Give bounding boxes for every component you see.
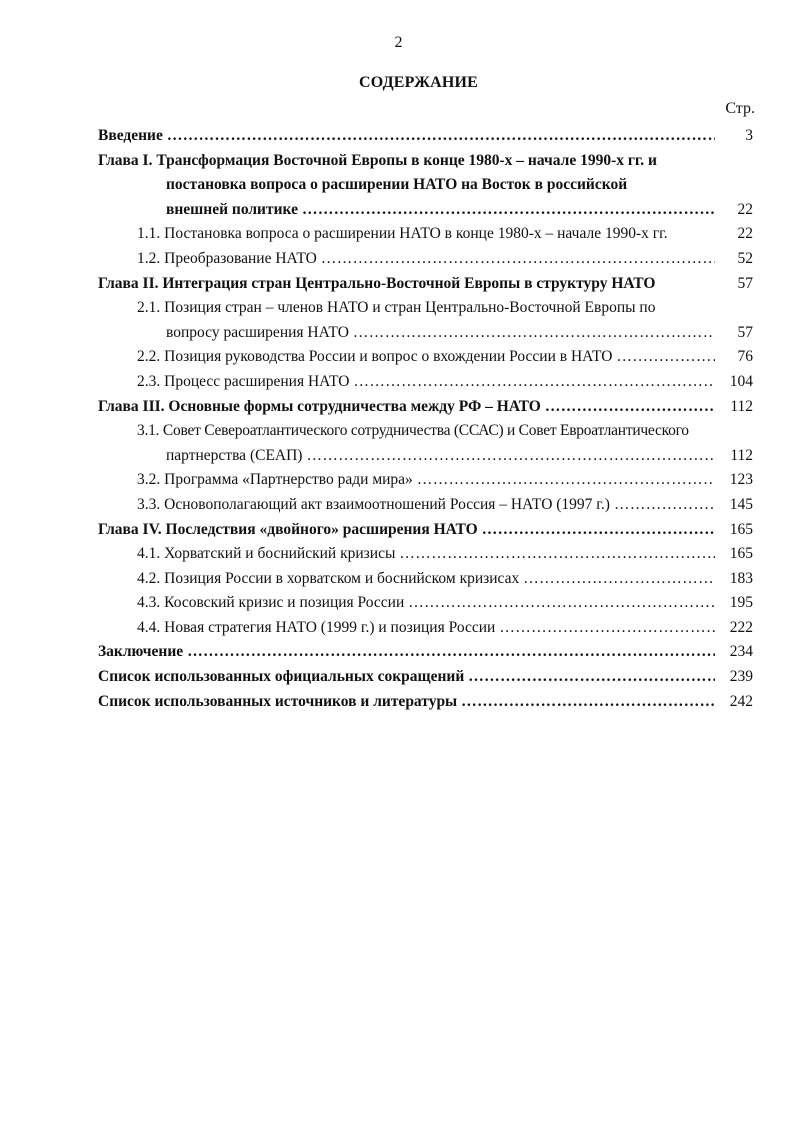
toc-entry-page: 3	[745, 127, 753, 144]
toc-entry-conclusion[interactable]	[98, 640, 753, 665]
toc-entry-section-3-3[interactable]	[98, 493, 753, 518]
toc-entry-chapter-4[interactable]	[98, 518, 753, 543]
toc-entry-page: 183	[729, 569, 753, 587]
toc-entry-title: Глава IV. Последствия «двойного» расширения НАТО	[98, 520, 478, 538]
toc-entry-section-2-3[interactable]	[98, 370, 753, 395]
toc-entry-chapter-2[interactable]	[98, 272, 753, 297]
toc-entry-page: 123	[729, 471, 753, 489]
toc-entry-page: 112	[730, 397, 753, 415]
toc-entry-page: 165	[729, 545, 753, 563]
toc-entry-section-1-2[interactable]	[98, 247, 753, 272]
toc-entry-title: 4.2. Позиция России в хорватском и боснийском кризисах	[137, 569, 520, 587]
toc-entry-title: 2.3. Процесс расширения НАТО	[137, 372, 350, 390]
toc-entry-title-line: 2.1. Позиция стран – членов НАТО и стран Центрально-Восточной Европы по	[137, 299, 656, 317]
leader-dots	[302, 198, 715, 223]
toc-entry-title: Глава III. Основные формы сотрудничества между РФ – НАТО	[98, 397, 541, 415]
leader-dots	[482, 518, 715, 543]
page-number: 2	[394, 34, 403, 51]
leader-dots	[499, 616, 715, 641]
toc-entry-chapter-3[interactable]	[98, 395, 753, 420]
leader-dots	[408, 591, 715, 616]
toc-entry-section-4-3[interactable]	[98, 591, 753, 616]
leader-dots	[399, 542, 715, 567]
toc-entry-title-line: 3.1. Совет Североатлантического сотрудничества (ССАС) и Совет Евроатлантического	[137, 422, 689, 440]
toc-entry-page: 112	[730, 446, 753, 464]
toc-entry-section-2-2[interactable]	[98, 345, 753, 370]
toc-entry-page: 104	[729, 372, 753, 390]
table-of-contents	[98, 124, 753, 714]
toc-entry-page: 22	[737, 225, 753, 243]
toc-entry-abbreviations[interactable]	[98, 665, 753, 690]
toc-entry-page: 57	[737, 323, 753, 341]
toc-entry-bibliography[interactable]	[98, 690, 753, 715]
toc-entry-title-line: постановка вопроса о расширении НАТО на Восток в российской	[166, 176, 628, 194]
toc-entry-page: 145	[729, 495, 753, 513]
toc-entry-section-2-1[interactable]	[98, 296, 753, 345]
toc-entry-title: 1.2. Преобразование НАТО	[137, 249, 317, 267]
leader-dots	[468, 665, 715, 690]
toc-entry-title: 3.3. Основополагающий акт взаимоотношений Россия – НАТО (1997 г.)	[137, 495, 610, 513]
leader-dots	[461, 690, 715, 715]
toc-entry-page: 76	[737, 348, 753, 366]
toc-entry-title-line: Глава I. Трансформация Восточной Европы в конце 1980-х – начале 1990-х гг. и	[98, 151, 657, 169]
leader-dots	[353, 321, 715, 346]
toc-entry-title: Глава II. Интеграция стран Центрально-Восточной Европы в структуру НАТО	[98, 274, 656, 292]
toc-entry-introduction[interactable]	[98, 124, 753, 149]
toc-entry-page: 242	[729, 692, 753, 710]
leader-dots	[187, 640, 715, 665]
page-column-label: Стр.	[725, 100, 755, 117]
toc-entry-page: 52	[737, 249, 753, 267]
toc-entry-title: Список использованных официальных сокращений	[98, 668, 465, 686]
toc-entry-title: Список использованных источников и литературы	[98, 692, 458, 710]
toc-entry-section-4-4[interactable]	[98, 616, 753, 641]
toc-entry-section-1-1[interactable]	[98, 222, 753, 247]
leader-dots	[523, 567, 715, 592]
toc-entry-section-3-2[interactable]	[98, 468, 753, 493]
toc-entry-title-line: внешней политике	[166, 200, 298, 218]
toc-entry-title: 4.4. Новая стратегия НАТО (1999 г.) и позиция России	[137, 618, 496, 636]
leader-dots	[321, 247, 715, 272]
toc-entry-title: 2.2. Позиция руководства России и вопрос о вхождении России в НАТО	[137, 348, 613, 366]
toc-entry-title: Введение	[98, 127, 163, 144]
leader-dots	[167, 124, 715, 149]
toc-entry-page: 195	[729, 594, 753, 612]
toc-entry-page: 222	[729, 618, 753, 636]
leader-dots	[417, 468, 715, 493]
leader-dots	[353, 370, 715, 395]
toc-entry-title: Заключение	[98, 643, 184, 661]
toc-entry-section-4-1[interactable]	[98, 542, 753, 567]
leader-dots	[545, 395, 715, 420]
toc-entry-section-4-2[interactable]	[98, 567, 753, 592]
leader-dots	[614, 493, 715, 518]
toc-entry-section-3-1[interactable]	[98, 419, 753, 468]
toc-entry-page: 57	[737, 274, 753, 292]
toc-entry-page: 239	[729, 668, 753, 686]
toc-title: СОДЕРЖАНИЕ	[358, 74, 479, 91]
toc-entry-title: 4.1. Хорватский и боснийский кризисы	[137, 545, 396, 563]
leader-dots	[616, 345, 715, 370]
toc-entry-page: 234	[729, 643, 753, 661]
toc-entry-page: 22	[737, 200, 753, 218]
toc-entry-page: 165	[729, 520, 753, 538]
toc-entry-title: 3.2. Программа «Партнерство ради мира»	[137, 471, 413, 489]
toc-entry-title-line: вопросу расширения НАТО	[166, 323, 349, 341]
toc-entry-title: 4.3. Косовский кризис и позиция России	[137, 594, 405, 612]
toc-entry-title-line: партнерства (СЕАП)	[166, 446, 303, 464]
leader-dots	[306, 444, 715, 469]
toc-entry-chapter-1[interactable]	[98, 149, 753, 223]
toc-entry-title: 1.1. Постановка вопроса о расширении НАТО в конце 1980-х – начале 1990-х гг.	[137, 225, 668, 243]
